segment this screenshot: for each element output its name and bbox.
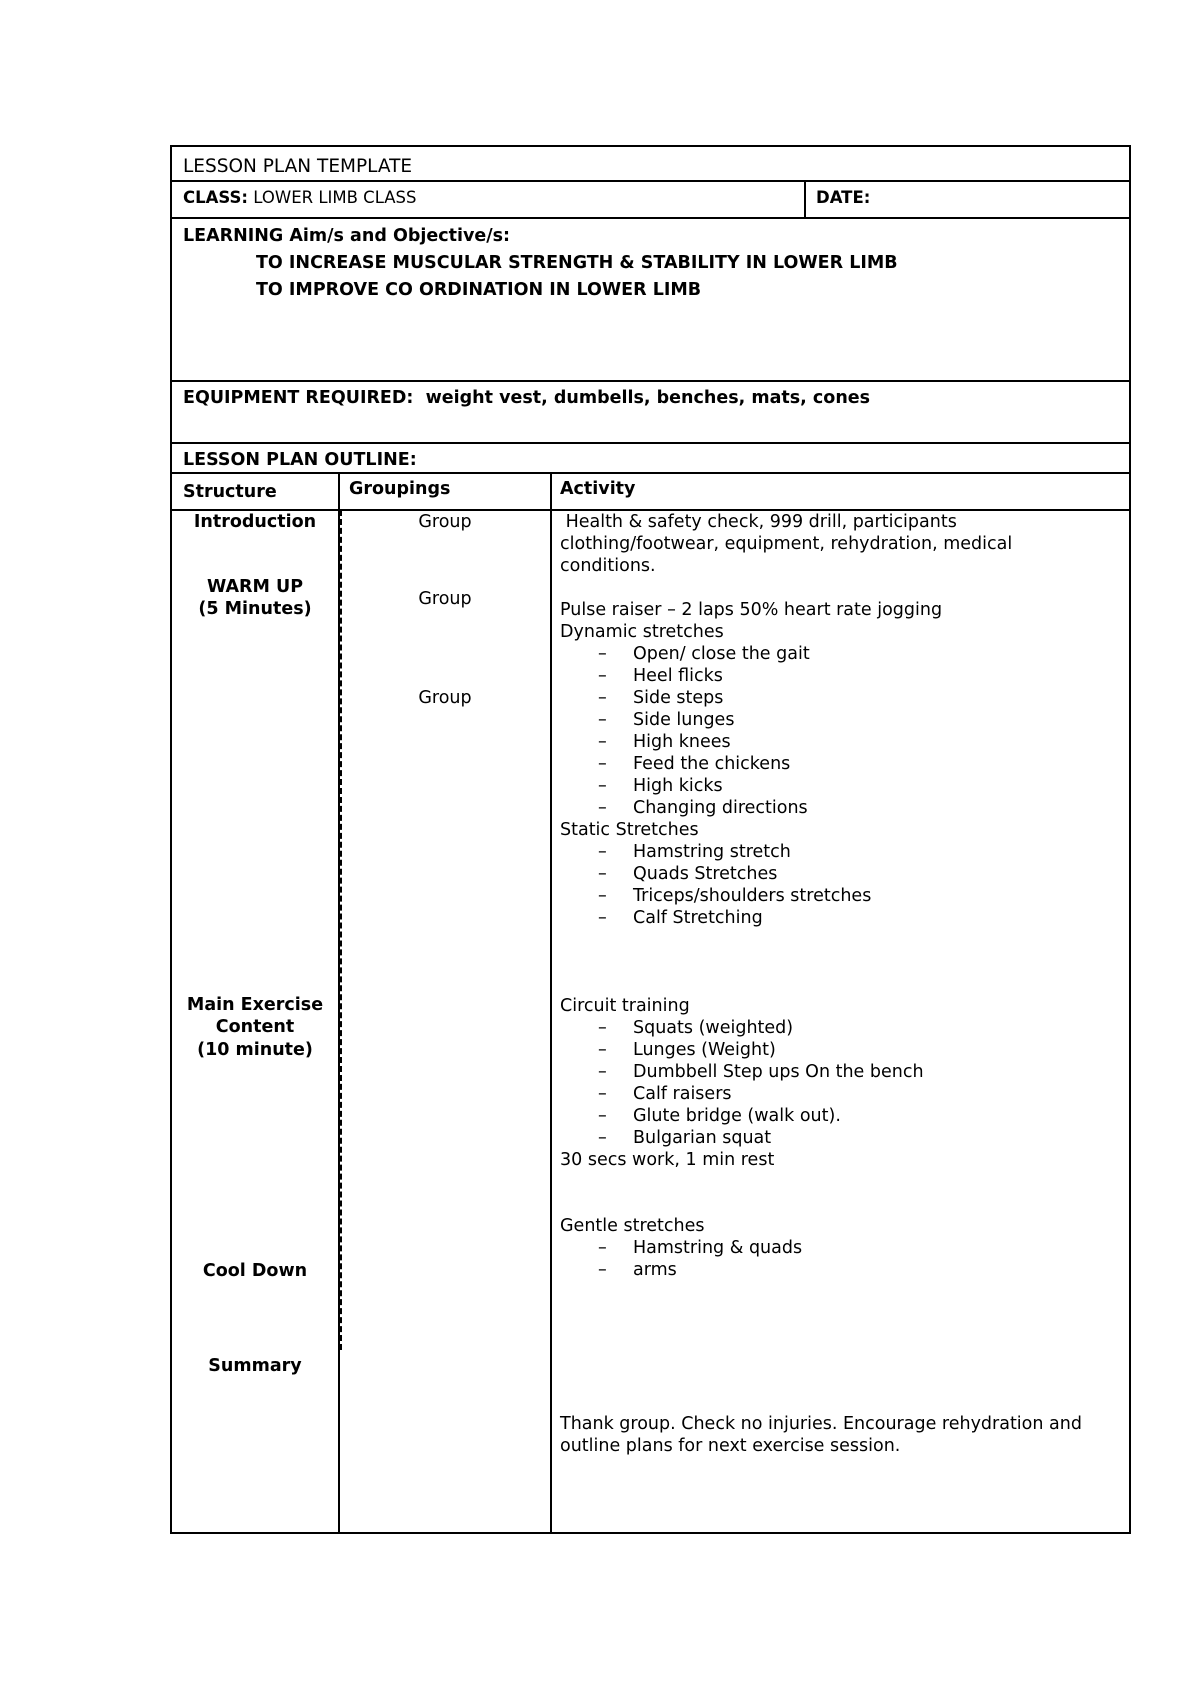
bullet-dash: – (598, 1040, 607, 1060)
bullet-dash: – (598, 1084, 607, 1104)
structure-introduction: Introduction (193, 512, 317, 532)
bullet-dash: – (598, 842, 607, 862)
bullet-dash: – (598, 1238, 607, 1258)
activity-content (560, 511, 1125, 1457)
objective-2: TO IMPROVE CO ORDINATION IN LOWER LIMB (256, 280, 702, 300)
gentle-stretch-text: Hamstring & quads (633, 1238, 803, 1258)
rule-title (172, 180, 1129, 182)
intro-line-1: Health & safety check, 999 drill, participants (560, 512, 957, 532)
objective-1: TO INCREASE MUSCULAR STRENGTH & STABILITY IN LOWER LIMB (256, 253, 898, 273)
structure-warmup-duration: (5 Minutes) (198, 599, 312, 619)
static-label: Static Stretches (560, 820, 699, 840)
summary-line-1: Thank group. Check no injuries. Encourage rehydration and (560, 1414, 1082, 1434)
bullet-dash: – (598, 798, 607, 818)
rule-learning (172, 380, 1129, 382)
column-groupings: Groupings (349, 479, 451, 499)
rule-class (172, 217, 1129, 219)
dynamic-stretch-item (560, 643, 1125, 665)
class-field (183, 187, 417, 209)
circuit-list (560, 1017, 1125, 1149)
dynamic-stretch-item (560, 797, 1125, 819)
gentle-list (560, 1237, 1125, 1281)
dynamic-stretch-text: High knees (633, 732, 731, 752)
bullet-dash: – (598, 776, 607, 796)
static-stretch-item (560, 907, 1125, 929)
date-label: DATE: (816, 188, 871, 207)
gentle-stretch-text: arms (633, 1260, 677, 1280)
static-stretch-text: Quads Stretches (633, 864, 778, 884)
circuit-exercise-item (560, 1127, 1125, 1149)
bullet-dash: – (598, 908, 607, 928)
dynamic-stretch-item (560, 665, 1125, 687)
gentle-stretch-item (560, 1237, 1125, 1259)
column-structure: Structure (183, 482, 277, 502)
grouping-2: Group (418, 589, 472, 609)
bullet-dash: – (598, 732, 607, 752)
circuit-exercise-text: Lunges (Weight) (633, 1040, 776, 1060)
bullet-dash: – (598, 1018, 607, 1038)
bullet-dash: – (598, 688, 607, 708)
bullet-dash: – (598, 644, 607, 664)
circuit-exercise-text: Glute bridge (walk out). (633, 1106, 841, 1126)
dynamic-stretch-text: Side steps (633, 688, 724, 708)
rule-date-divider (804, 180, 806, 217)
circuit-exercise-text: Squats (weighted) (633, 1018, 794, 1038)
gentle-stretch-item (560, 1259, 1125, 1281)
bullet-dash: – (598, 886, 607, 906)
intro-line-3: conditions. (560, 556, 656, 576)
dynamic-stretch-text: Feed the chickens (633, 754, 791, 774)
circuit-exercise-text: Dumbbell Step ups On the bench (633, 1062, 924, 1082)
grouping-3: Group (418, 688, 472, 708)
static-stretch-item (560, 863, 1125, 885)
dynamic-stretch-text: Open/ close the gait (633, 644, 810, 664)
dashed-divider (339, 510, 342, 1350)
rule-outline (172, 472, 1129, 474)
equipment-field (183, 387, 870, 409)
dynamic-list (560, 643, 1125, 819)
static-list (560, 841, 1125, 929)
bullet-dash: – (598, 1106, 607, 1126)
equipment-value: weight vest, dumbells, benches, mats, cones (425, 388, 871, 408)
summary-line-2: outline plans for next exercise session. (560, 1436, 901, 1456)
dynamic-stretch-item (560, 731, 1125, 753)
grouping-1: Group (418, 512, 472, 532)
intro-line-2: clothing/footwear, equipment, rehydration, medical (560, 534, 1013, 554)
circuit-exercise-item (560, 1061, 1125, 1083)
bullet-dash: – (598, 710, 607, 730)
circuit-exercise-text: Bulgarian squat (633, 1128, 772, 1148)
outline-label: LESSON PLAN OUTLINE: (183, 450, 417, 470)
equipment-label: EQUIPMENT REQUIRED: (183, 388, 414, 408)
dynamic-label: Dynamic stretches (560, 622, 724, 642)
static-stretch-item (560, 885, 1125, 907)
structure-main: Main Exercise (186, 995, 324, 1015)
dynamic-stretch-item (560, 709, 1125, 731)
pulse-raiser: Pulse raiser – 2 laps 50% heart rate jogging (560, 600, 943, 620)
column-activity: Activity (560, 479, 636, 499)
rule-activity-divider (550, 472, 552, 1534)
structure-main-duration: (10 minute) (197, 1040, 313, 1060)
dynamic-stretch-text: Heel flicks (633, 666, 723, 686)
page-title: LESSON PLAN TEMPLATE (183, 156, 413, 177)
circuit-exercise-item (560, 1017, 1125, 1039)
structure-cooldown: Cool Down (202, 1261, 308, 1281)
bullet-dash: – (598, 1260, 607, 1280)
circuit-exercise-text: Calf raisers (633, 1084, 732, 1104)
dynamic-stretch-item (560, 753, 1125, 775)
circuit-exercise-item (560, 1039, 1125, 1061)
dynamic-stretch-item (560, 775, 1125, 797)
circuit-exercise-item (560, 1083, 1125, 1105)
bullet-dash: – (598, 864, 607, 884)
dynamic-stretch-text: Changing directions (633, 798, 808, 818)
bullet-dash: – (598, 1062, 607, 1082)
class-value: LOWER LIMB CLASS (253, 188, 417, 207)
circuit-note: 30 secs work, 1 min rest (560, 1150, 775, 1170)
dynamic-stretch-text: Side lunges (633, 710, 735, 730)
circuit-exercise-item (560, 1105, 1125, 1127)
bullet-dash: – (598, 1128, 607, 1148)
class-label: CLASS: (183, 188, 249, 207)
rule-equipment (172, 442, 1129, 444)
static-stretch-item (560, 841, 1125, 863)
static-stretch-text: Hamstring stretch (633, 842, 791, 862)
dynamic-stretch-item (560, 687, 1125, 709)
bullet-dash: – (598, 666, 607, 686)
gentle-label: Gentle stretches (560, 1216, 705, 1236)
dynamic-stretch-text: High kicks (633, 776, 723, 796)
circuit-label: Circuit training (560, 996, 690, 1016)
learning-label: LEARNING Aim/s and Objective/s: (183, 226, 511, 246)
structure-warmup: WARM UP (206, 577, 304, 597)
structure-summary: Summary (208, 1356, 302, 1376)
static-stretch-text: Calf Stretching (633, 908, 763, 928)
static-stretch-text: Triceps/shoulders stretches (633, 886, 872, 906)
bullet-dash: – (598, 754, 607, 774)
lesson-plan-table (170, 145, 1131, 1534)
structure-main-content: Content (215, 1017, 295, 1037)
